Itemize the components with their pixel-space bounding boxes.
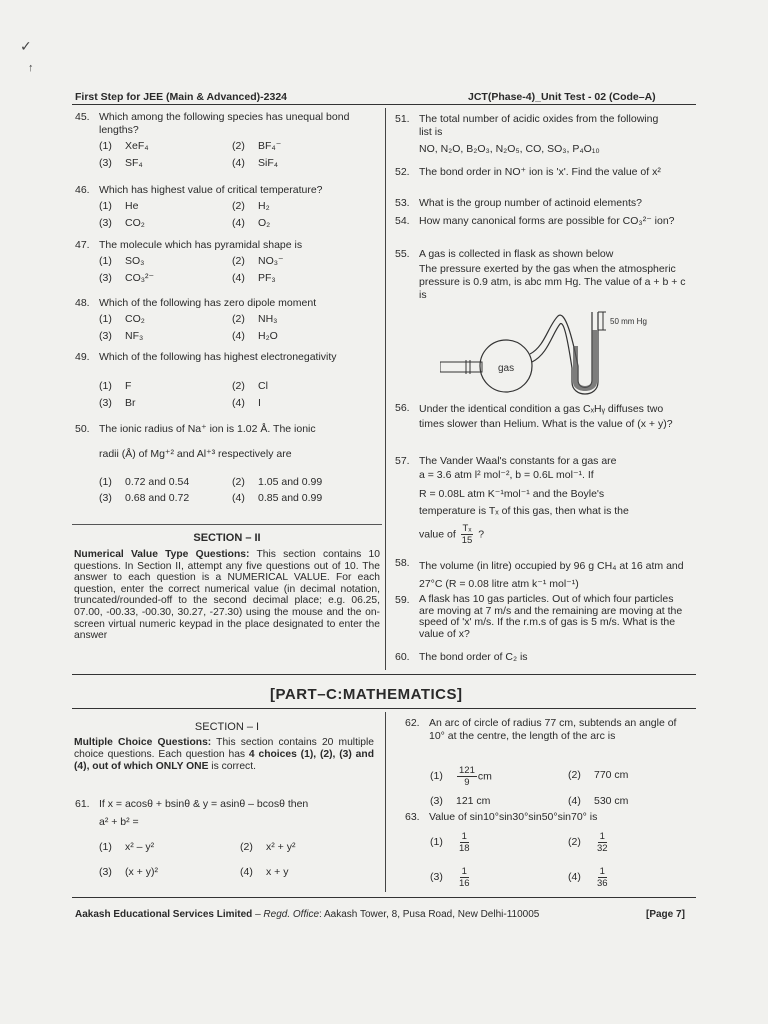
option	[232, 313, 277, 325]
question-58	[395, 557, 695, 591]
question-number: 58.	[395, 557, 410, 569]
fraction	[457, 765, 477, 788]
option	[430, 765, 492, 788]
question-47	[75, 239, 375, 252]
question-number: 54.	[395, 215, 410, 227]
option	[232, 157, 278, 169]
option-label: (4)	[568, 871, 581, 884]
question-text: A flask has 10 gas particles. Out of which four particles are moving at 7 m/s and the remaining are moving at the speed of 'x' m/s. If the r.m.s of gas is 5 m/s. What is the value of x?	[419, 593, 683, 640]
numerator: 121	[459, 765, 475, 776]
instructions-body: This section contains 20 multiple choice questions. Each question has	[74, 737, 374, 760]
fraction	[457, 866, 472, 889]
option-label: (2)	[232, 140, 245, 152]
question-number: 57.	[395, 455, 410, 467]
fraction	[595, 866, 610, 889]
footer-rule	[72, 897, 696, 898]
option	[232, 492, 322, 504]
option-text: NH₃	[258, 313, 278, 325]
option	[232, 200, 270, 212]
option	[99, 272, 154, 284]
question-text: a² + b² =	[99, 816, 139, 828]
option-text: 121 cm	[456, 795, 491, 807]
numerator: 1	[599, 866, 605, 877]
option	[99, 255, 144, 267]
option	[232, 217, 270, 229]
question-text: Under the identical condition a gas CₓHᵧ diffuses two times slower than Helium. What is the value of (x + y)?	[419, 403, 673, 430]
option-label: (3)	[430, 795, 443, 807]
option-label: (2)	[232, 313, 245, 325]
question-text: A gas is collected in flask as shown below	[419, 248, 614, 260]
fraction	[460, 523, 475, 546]
question-54	[395, 215, 695, 243]
question-text: Which of the following has zero dipole moment	[99, 297, 317, 309]
option-text: 0.68 and 0.72	[125, 492, 190, 504]
question-56	[395, 402, 695, 444]
pen-mark: ✓	[20, 38, 32, 54]
option	[232, 476, 322, 488]
option-text: CO₂	[125, 313, 145, 325]
option-label: (1)	[99, 476, 112, 488]
question-list: NO, N₂O, B₂O₃, N₂O₅, CO, SO₃, P₄O₁₀	[419, 143, 600, 155]
option-label: (1)	[99, 255, 112, 267]
question-text: temperature is Tₓ of this gas, then what is the	[419, 505, 629, 517]
value-text: ?	[478, 528, 485, 541]
question-text: The Vander Waal's constants for a gas are	[419, 455, 617, 467]
option-text: cm	[477, 770, 492, 783]
option	[568, 831, 611, 854]
math-section-title: SECTION – I	[194, 721, 260, 733]
option-label: (4)	[232, 272, 245, 284]
option-text: He	[125, 200, 139, 212]
question-number: 53.	[395, 197, 410, 209]
question-61	[75, 798, 375, 832]
footer-address: : Aakash Tower, 8, Pusa Road, New Delhi-110005	[319, 909, 540, 920]
question-text: The molecule which has pyramidal shape is	[99, 239, 303, 251]
option-label: (3)	[99, 217, 112, 229]
question-number: 50.	[75, 423, 90, 435]
question-number: 55.	[395, 248, 410, 260]
math-instructions	[74, 737, 374, 773]
instructions-bold: 4 choices (1), (2), (3) and (4), out of which ONLY ONE	[74, 749, 374, 772]
option	[232, 272, 276, 284]
instructions-body: This section contains 10 questions. In Section II, attempt any five questions out of 10. The answer to each question is a NUMERICAL VALUE. For each question, enter the correct numerical value (in decimal notation, truncated/rounded-off to the second decimal place; e.g. 06.25, 07.00, -00.33, -00.30, 30.27, -27.30) using the mouse and the on-screen virtual numeric keypad in the place designated to enter the answer	[74, 549, 380, 642]
footer-office-label: – Regd. Office	[255, 909, 319, 920]
option-label: (3)	[99, 272, 112, 284]
question-text	[419, 523, 484, 546]
option	[99, 217, 145, 229]
option-label: (2)	[232, 380, 245, 392]
question-63	[405, 811, 695, 825]
header-rule	[72, 104, 696, 105]
denominator: 32	[597, 843, 608, 854]
numerator: 1	[461, 866, 467, 877]
option	[430, 831, 473, 854]
fraction	[457, 831, 472, 854]
fraction	[595, 831, 610, 854]
question-text: radii (Å) of Mg⁺² and Al⁺³ respectively are	[99, 448, 292, 460]
height-label: 50 mm Hg	[610, 317, 647, 326]
option-label: (3)	[99, 330, 112, 342]
option-label: (3)	[430, 871, 443, 884]
question-text: How many canonical forms are possible for CO₃²⁻ ion?	[419, 215, 675, 227]
option	[99, 841, 154, 853]
denominator: 18	[459, 843, 470, 854]
option	[99, 330, 143, 342]
option-text: 530 cm	[594, 795, 629, 807]
value-text: value of	[419, 528, 456, 541]
question-text: Which among the following species has unequal bond lengths?	[99, 111, 350, 136]
question-number: 46.	[75, 184, 90, 196]
option	[232, 330, 278, 342]
section-title: SECTION – II	[193, 532, 261, 544]
option-text: 0.72 and 0.54	[125, 476, 190, 488]
question-text: Value of sin10°sin30°sin50°sin70° is	[429, 811, 598, 823]
option	[232, 140, 281, 152]
option	[232, 255, 284, 267]
option-label: (1)	[99, 380, 112, 392]
option-label: (2)	[568, 769, 581, 781]
option-text: CO₂	[125, 217, 145, 229]
question-number: 62.	[405, 717, 420, 729]
option-label: (2)	[232, 476, 245, 488]
option-label: (4)	[232, 157, 245, 169]
option-label: (2)	[240, 841, 253, 853]
question-number: 60.	[395, 651, 410, 663]
question-50	[75, 423, 375, 503]
option	[568, 769, 628, 781]
header-left: First Step for JEE (Main & Advanced)-2324	[75, 91, 287, 103]
option	[99, 200, 138, 212]
option-label: (3)	[99, 492, 112, 504]
option-label: (3)	[99, 397, 112, 409]
option-text: 0.85 and 0.99	[258, 492, 323, 504]
option	[232, 397, 261, 409]
part-title: [PART–C:MATHEMATICS]	[270, 686, 463, 703]
question-60	[395, 651, 695, 665]
option-text: NF₃	[125, 330, 144, 342]
question-48	[75, 297, 375, 310]
column-divider	[385, 108, 386, 670]
question-number: 56.	[395, 402, 410, 414]
option-text: 770 cm	[594, 769, 629, 781]
option-text: x² – y²	[125, 841, 155, 853]
option-label: (3)	[99, 866, 112, 878]
option-text: SO₃	[125, 255, 145, 267]
question-text: Which of the following has highest electronegativity	[99, 351, 337, 363]
option-label: (3)	[99, 157, 112, 169]
part-rule-top	[72, 674, 696, 675]
option-text: XeF₄	[125, 140, 149, 152]
question-text: Which has highest value of critical temperature?	[99, 184, 323, 196]
page-number: [Page 7]	[646, 909, 685, 920]
instructions-lead: Multiple Choice Questions:	[74, 737, 212, 748]
option	[430, 795, 490, 807]
question-53	[395, 197, 695, 211]
question-46	[75, 184, 375, 197]
option	[99, 397, 136, 409]
footer	[75, 909, 539, 920]
option	[99, 866, 158, 878]
question-number: 63.	[405, 811, 420, 823]
option	[99, 492, 189, 504]
option-label: (4)	[240, 866, 253, 878]
question-number: 59.	[395, 594, 410, 606]
option	[99, 157, 143, 169]
option-label: (1)	[99, 841, 112, 853]
option	[99, 380, 131, 392]
question-number: 48.	[75, 297, 90, 309]
question-text: R = 0.08L atm K⁻¹mol⁻¹ and the Boyle's	[419, 488, 605, 500]
option-label: (1)	[99, 313, 112, 325]
option-text: PF₃	[258, 272, 276, 284]
question-49	[75, 351, 375, 377]
question-text: The volume (in litre) occupied by 96 g CH₄ at 16 atm and 27°C (R = 0.08 litre atm k⁻¹ mol⁻¹)	[419, 560, 684, 590]
option-label: (1)	[430, 770, 443, 783]
option-text: x² + y²	[266, 841, 296, 853]
question-number: 51.	[395, 113, 410, 125]
gas-flask-diagram	[440, 306, 670, 396]
question-55	[395, 248, 695, 308]
option-text: SF₄	[125, 157, 143, 169]
question-59	[395, 594, 695, 644]
footer-company: Aakash Educational Services Limited	[75, 909, 253, 920]
numerator: Tₓ	[462, 523, 472, 534]
numerator: 1	[461, 831, 467, 842]
question-text: a = 3.6 atm l² mol⁻², b = 0.6L mol⁻¹. If	[419, 469, 594, 481]
option	[232, 380, 268, 392]
option-text: Cl	[258, 380, 268, 392]
option-text: 1.05 and 0.99	[258, 476, 323, 488]
option-text: H₂O	[258, 330, 278, 342]
option	[240, 841, 295, 853]
question-57	[395, 455, 695, 555]
question-number: 52.	[395, 166, 410, 178]
option-label: (4)	[232, 217, 245, 229]
option-text: Br	[125, 397, 136, 409]
question-52	[395, 166, 695, 194]
question-text: The total number of acidic oxides from the following list is	[419, 113, 659, 138]
option-text: F	[125, 380, 132, 392]
header-right: JCT(Phase-4)_Unit Test - 02 (Code–A)	[468, 91, 656, 103]
option-label: (2)	[232, 200, 245, 212]
question-text: An arc of circle of radius 77 cm, subtends an angle of 10° at the centre, the length of the arc is	[429, 717, 677, 742]
denominator: 15	[461, 535, 473, 546]
question-text: The pressure exerted by the gas when the atmospheric pressure is 0.9 atm, is abc mm Hg. The value of a + b + c is	[419, 263, 686, 301]
option-text: SiF₄	[258, 157, 279, 169]
option	[430, 866, 473, 889]
question-number: 47.	[75, 239, 90, 251]
option-text: I	[258, 397, 261, 409]
option-label: (1)	[99, 140, 112, 152]
question-text: If x = acosθ + bsinθ & y = asinθ – bcosθ then	[99, 798, 309, 810]
part-rule-bottom	[72, 708, 696, 709]
denominator: 36	[597, 878, 608, 889]
option	[568, 866, 611, 889]
instructions-body: is correct.	[208, 761, 256, 772]
option-text: H₂	[258, 200, 270, 212]
question-51	[395, 113, 695, 163]
question-number: 45.	[75, 111, 90, 123]
option-text: O₂	[258, 217, 271, 229]
pen-mark: ↑	[28, 62, 34, 74]
option-label: (1)	[430, 836, 443, 849]
option-label: (1)	[99, 200, 112, 212]
question-62	[405, 717, 695, 759]
option-text: NO₃⁻	[258, 255, 284, 267]
denominator: 16	[459, 878, 470, 889]
option	[99, 140, 149, 152]
question-number: 61.	[75, 798, 90, 810]
numerator: 1	[599, 831, 605, 842]
column-divider-math	[385, 712, 386, 892]
instructions-lead: Numerical Value Type Questions:	[74, 549, 250, 560]
option-label: (2)	[232, 255, 245, 267]
option	[99, 313, 145, 325]
option-text: (x + y)²	[125, 866, 158, 878]
question-text: What is the group number of actinoid elements?	[419, 197, 642, 209]
option-label: (4)	[232, 330, 245, 342]
denominator: 9	[464, 777, 470, 788]
option-label: (2)	[568, 836, 581, 849]
gas-label: gas	[498, 363, 515, 374]
option-label: (4)	[232, 397, 245, 409]
option-label: (4)	[568, 795, 581, 807]
option-label: (4)	[232, 492, 245, 504]
option	[240, 866, 288, 878]
option	[99, 476, 189, 488]
option-text: x + y	[266, 866, 289, 878]
question-text: The bond order of C₂ is	[419, 651, 528, 663]
question-text: The bond order in NO⁺ ion is 'x'. Find the value of x²	[419, 166, 661, 178]
option-text: CO₃²⁻	[125, 272, 155, 284]
question-number: 49.	[75, 351, 90, 363]
question-text: The ionic radius of Na⁺ ion is 1.02 Å. The ionic	[99, 423, 316, 435]
option-text: BF₄⁻	[258, 140, 282, 152]
section-instructions	[74, 549, 380, 642]
section-rule	[72, 524, 382, 525]
question-45	[75, 111, 375, 137]
option	[568, 795, 628, 807]
